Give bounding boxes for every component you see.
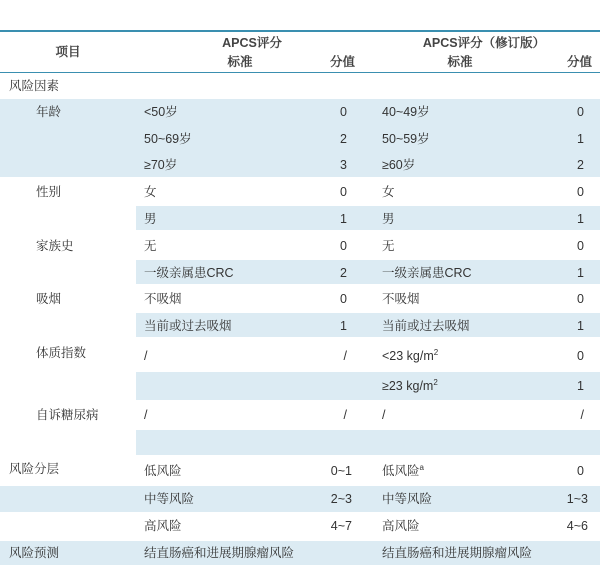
cell-score: 0 [340,292,347,306]
cell-score-rev: 1 [577,319,584,333]
cell-score-rev: 0 [577,185,584,199]
cell-score-rev: 1 [577,212,584,226]
cell-std-rev: 一级亲属患CRC [382,266,472,280]
superscript: 2 [433,377,438,387]
superscript: 2 [433,347,439,357]
header-apcs-revised: APCS评分（修订版） [422,36,546,50]
header-standard-revised: 标准 [447,55,473,69]
cell-score-rev: 1 [577,379,584,393]
cell-std-rev: 无 [382,239,395,253]
diabetes-band [136,430,600,455]
cell-score-rev: 1 [577,132,584,146]
cell-std: 中等风险 [144,492,195,506]
cell-score-rev: 4~6 [566,519,588,533]
cell-score: 3 [340,158,347,172]
cell-std: / [144,408,148,422]
section-prediction: 风险预测 [9,546,60,560]
footnote-marker: a [419,462,424,472]
cell-score-rev: 1~3 [566,492,588,506]
cell-std: ≥70岁 [144,158,178,172]
factor-label-sex: 性别 [36,185,62,199]
cell-score: / [343,408,347,422]
header-item: 项目 [55,45,81,59]
cell-score: 0 [340,105,347,119]
cell-std: 当前或过去吸烟 [144,319,232,333]
cell-score-rev: 0 [577,349,584,363]
cell-score: 2 [340,266,347,280]
cell-std: 女 [144,185,157,199]
cell-std-rev: 不吸烟 [382,292,420,306]
top-rule [0,30,600,32]
header-rule [0,72,600,73]
cell-std-rev: ≥23 $kg/m^2$ [382,377,438,393]
cell-score-rev: 0 [577,239,584,253]
cell-std: 低风险 [144,464,182,478]
cell-std-rev: 女 [382,185,395,199]
header-apcs: APCS评分 [222,36,282,50]
cell-score-rev: 2 [577,158,584,172]
cell-score-rev: 0 [577,105,584,119]
cell-std: 结直肠癌和进展期腺瘤风险 [144,546,295,560]
factor-label-family: 家族史 [36,239,74,253]
header-score-revised: 分值 [566,55,592,69]
cell-score-rev: / [580,408,584,422]
section-risk-factors: 风险因素 [9,79,60,93]
cell-std: 50~69岁 [144,132,192,146]
cell-std-rev: 男 [382,212,395,226]
cell-std-rev: ≥60岁 [382,158,416,172]
factor-label-smoking: 吸烟 [36,292,62,306]
factor-label-bmi: 体质指数 [36,346,87,360]
cell-score-rev: 0 [577,464,584,478]
header-standard: 标准 [227,55,253,69]
cell-score-rev: 0 [577,292,584,306]
cell-std-rev: 高风险 [382,519,420,533]
cell-std-rev: 低风险$^a$ [382,462,424,478]
cell-score: 0~1 [330,464,352,478]
cell-std: 不吸烟 [144,292,182,306]
header-score: 分值 [329,55,355,69]
cell-score: 1 [340,319,347,333]
factor-label-age: 年龄 [36,105,62,119]
cell-score: 1 [340,212,347,226]
cell-score: 0 [340,185,347,199]
cell-score: 4~7 [330,519,352,533]
cell-score: 2 [340,132,347,146]
cell-score-rev: 1 [577,266,584,280]
cell-std: 一级亲属患CRC [144,266,234,280]
factor-label-diabetes: 自诉糖尿病 [36,408,99,422]
cell-std-rev: 结直肠癌和进展期腺瘤风险 [382,546,533,560]
cell-score: 0 [340,239,347,253]
cell-std: / [144,349,148,363]
cell-std: 无 [144,239,157,253]
cell-std-rev: 当前或过去吸烟 [382,319,470,333]
cell-std: <50岁 [144,105,178,119]
cell-std: 男 [144,212,157,226]
cell-std-rev: <23 $kg/m^2$ [382,347,439,363]
cell-std-rev: 50~59岁 [382,132,430,146]
cell-std: 高风险 [144,519,182,533]
cell-score: 2~3 [330,492,352,506]
cell-score: / [343,349,347,363]
section-stratification: 风险分层 [9,462,60,476]
cell-std-rev: 40~49岁 [382,105,430,119]
cell-std-rev: 中等风险 [382,492,433,506]
cell-std-rev: / [382,408,386,422]
